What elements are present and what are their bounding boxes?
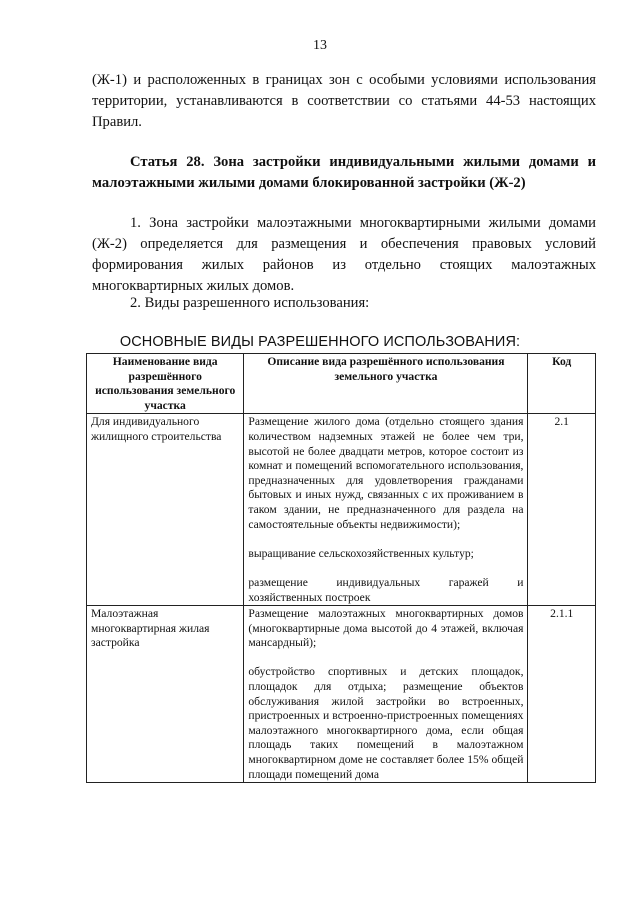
row-name: Малоэтажная многоквартирная жилая застройка	[87, 606, 244, 783]
row-code: 2.1	[528, 414, 596, 606]
description-part: Размещение малоэтажных многоквартирных домов (многоквартирные дома высотой до 4 этажей, включая мансардный);	[248, 607, 524, 650]
table-row	[87, 606, 596, 783]
row-description	[244, 414, 528, 606]
article-heading: Статья 28. Зона застройки индивидуальными жилыми домами и малоэтажными жилыми домами блокированной застройки (Ж-2)	[92, 154, 596, 191]
table-row	[87, 414, 596, 606]
row-code: 2.1.1	[528, 606, 596, 783]
table-header-row	[87, 354, 596, 414]
intro-paragraph: (Ж-1) и расположенных в границах зон с особыми условиями использования территории, устанавливаются в соответствии со статьями 44-53 настоящих Правил.	[92, 72, 596, 130]
header-name: Наименование вида разрешённого использования земельного участка	[87, 354, 244, 414]
description-part: обустройство спортивных и детских площадок, площадок для отдыха; размещение объектов обслуживания жилой застройки во встроенных, пристроенных и встроенно-пристроенных помещениях малоэтажного многоквартирного дома, если общая площадь таких помещений в малоэтажном многоквартирном доме не составляет более 15% общей площади помещений дома	[248, 665, 524, 781]
description-part: Размещение жилого дома (отдельно стоящего здания количеством надземных этажей не более чем три, высотой не более двадцати метров, которое состоит из комнат и помещений вспомогательного использования, предназначенных для удовлетворения гражданами бытовых и иных нужд, связанных с их проживанием в таком здании, не предназначенного для раздела на самостоятельные объекты недвижимости);	[248, 415, 524, 531]
permitted-use-table	[86, 353, 596, 783]
page-number: 13	[313, 38, 327, 53]
header-description: Описание вида разрешённого использования земельного участка	[244, 354, 528, 414]
description-part: выращивание сельскохозяйственных культур;	[248, 546, 474, 560]
row-name: Для индивидуального жилищного строительства	[87, 414, 244, 606]
table-title: ОСНОВНЫЕ ВИДЫ РАЗРЕШЕННОГО ИСПОЛЬЗОВАНИЯ:	[119, 334, 521, 350]
header-code: Код	[528, 354, 596, 414]
paragraph-2: 2. Виды разрешенного использования:	[130, 295, 370, 311]
paragraph-1: 1. Зона застройки малоэтажными многоквартирными жилыми домами (Ж-2) определяется для размещения и обеспечения правовых условий формирования жилых районов из отдельно стоящих малоэтажных многоквартирных жилых домов.	[92, 215, 596, 294]
row-description	[244, 606, 528, 783]
description-part: размещение индивидуальных гаражей и хозяйственных построек	[248, 575, 524, 604]
